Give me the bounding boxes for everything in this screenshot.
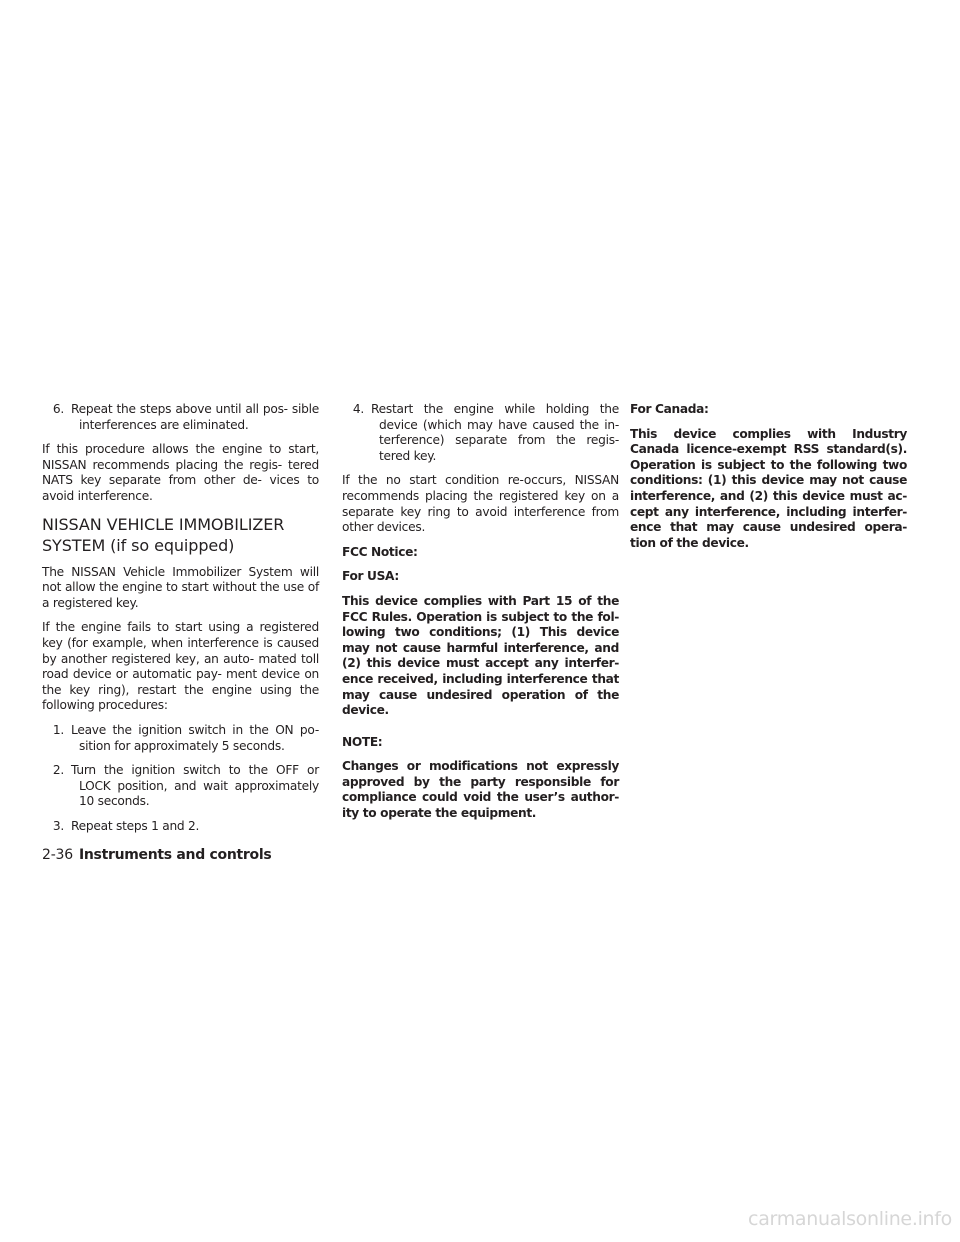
heading-line-2: SYSTEM (if so equipped): [42, 535, 235, 555]
list-item-step-2: [42, 763, 319, 810]
step-number: 2.: [52, 763, 64, 778]
note-text: Changes or modifications not expressly approved by the party responsible for compliance could void the user’s author- ity to operate the equipment.: [342, 759, 619, 821]
column-right: [630, 402, 907, 560]
page-number: 2-36: [42, 847, 73, 863]
step-text: Repeat steps 1 and 2.: [71, 818, 200, 833]
step-text: Leave the ignition switch in the ON po- sition for approximately 5 seconds.: [71, 722, 319, 753]
paragraph-immobilizer-intro: The NISSAN Vehicle Immobilizer System will not allow the engine to start without the use of a registered key.: [42, 564, 319, 610]
list-item-step-3: [42, 819, 319, 835]
paragraph-engine-fails: If the engine fails to start using a registered key (for example, when interference is caused by another registered key, an auto- mated toll road device or automatic pay- ment device on the key ring), restart the engine using the following procedures:: [42, 620, 319, 713]
step-number: 3.: [52, 818, 64, 833]
column-middle: [342, 402, 619, 831]
watermark: carmanualsonline.info: [748, 1208, 952, 1230]
step-text: Restart the engine while holding the device (which may have caused the in- terference) separate from the regis- tered key.: [371, 402, 619, 463]
step-number: 4.: [352, 402, 364, 416]
fcc-notice-label: FCC Notice:: [342, 544, 418, 559]
list-item-step-1: [42, 723, 319, 754]
page-footer: [42, 848, 271, 864]
for-canada-label: For Canada:: [630, 402, 709, 416]
step-text: Repeat the steps above until all pos- sible interferences are eliminated.: [71, 402, 319, 432]
step-number: 6.: [52, 402, 64, 416]
paragraph-no-start: If the no start condition re-occurs, NISSAN recommends placing the registered key on a separate key ring to avoid interference from other devices.: [342, 473, 619, 535]
column-left: [42, 402, 319, 843]
section-heading: [42, 514, 319, 556]
list-item-step-6: [42, 402, 319, 433]
step-text: Turn the ignition switch to the OFF or LOCK position, and wait approximately 10 seconds.: [71, 763, 319, 809]
list-item-step-4: [342, 402, 619, 464]
heading-line-1: NISSAN VEHICLE IMMOBILIZER: [42, 514, 285, 534]
note-label: NOTE:: [342, 734, 383, 749]
canada-compliance-text: This device complies with Industry Canada licence-exempt RSS standard(s). Operation is subject to the following two conditions: (1) this device may not cause interference, and (2) this device must ac- cept any interference, including interfer- ence that may cause undesired opera- tion of the device.: [630, 426, 907, 550]
step-number: 1.: [52, 722, 64, 737]
usa-compliance-text: This device complies with Part 15 of the FCC Rules. Operation is subject to the fol- lowing two conditions; (1) This device may not cause harmful interference, and (2) this device must accept any interfer- ence received, including interference that may cause undesired operation of the device.: [342, 593, 619, 718]
for-usa-label: For USA:: [342, 569, 399, 584]
paragraph-nats-recommendation: If this procedure allows the engine to start, NISSAN recommends placing the regis- tered NATS key separate from other de- vices to avoid interference.: [42, 442, 319, 503]
section-title: Instruments and controls: [78, 847, 272, 863]
